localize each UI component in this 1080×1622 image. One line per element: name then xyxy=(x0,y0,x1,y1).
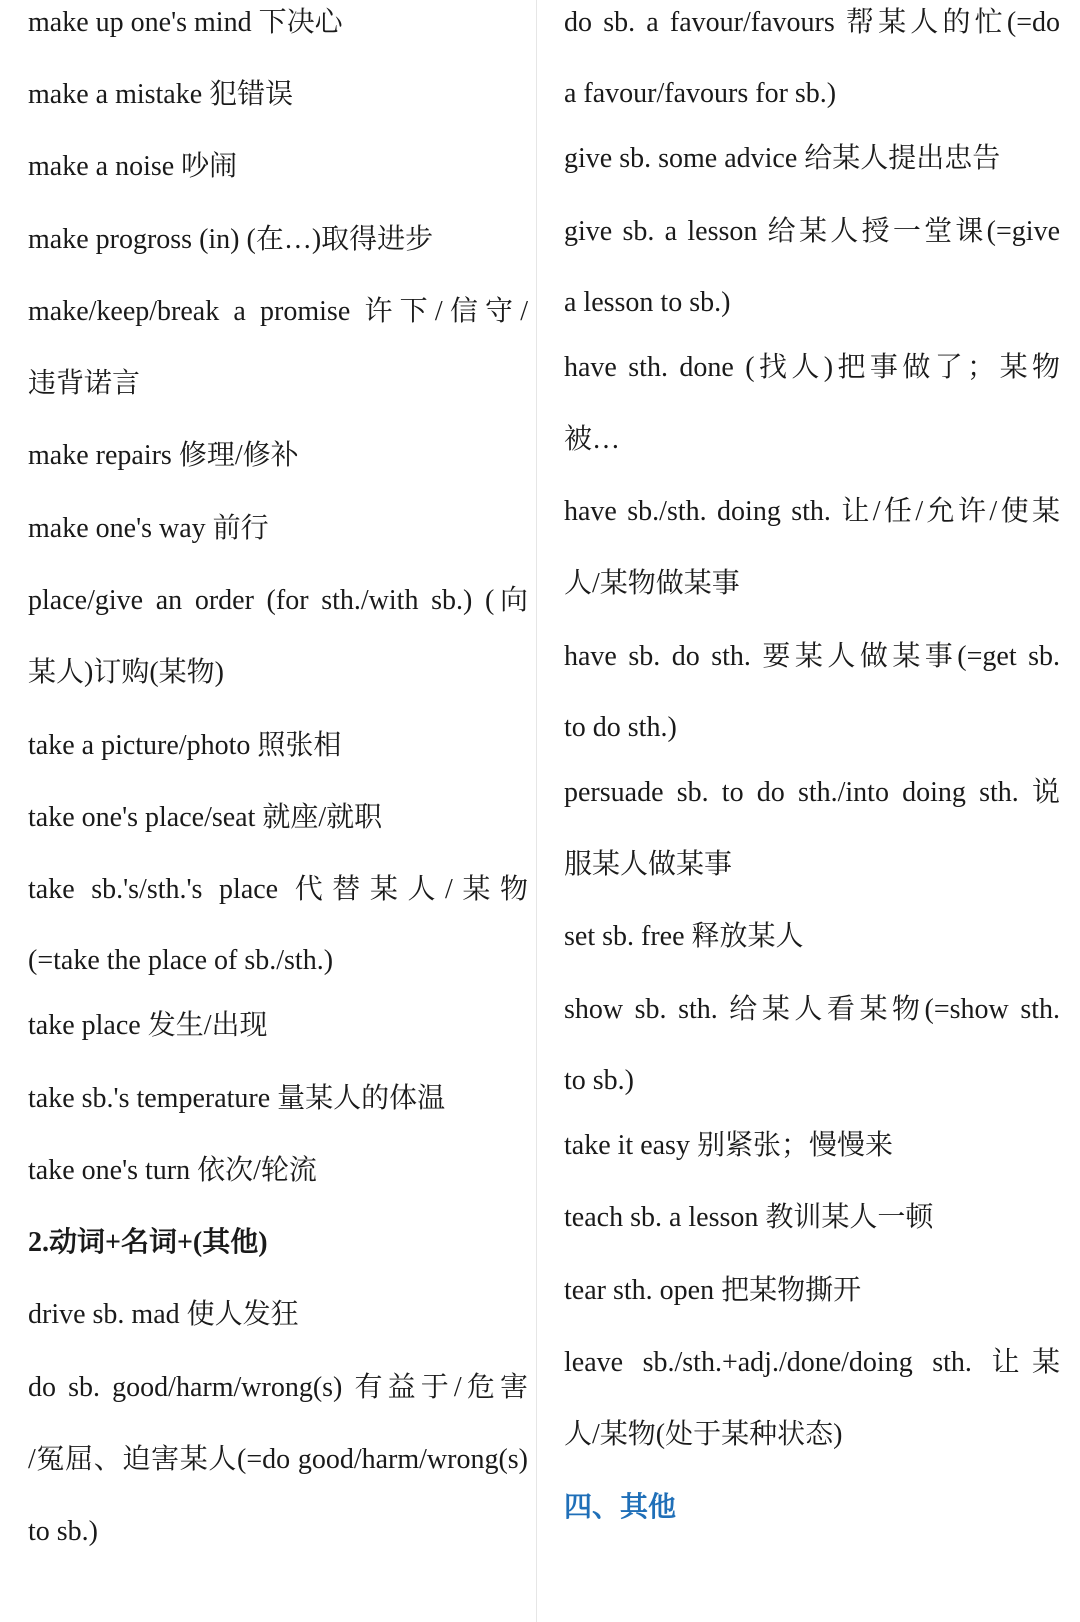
phrase-line-continuation: to sb.) xyxy=(28,1516,98,1547)
phrase-line: take one's turn 依次/轮流 xyxy=(28,1155,317,1186)
phrase-line: teach sb. a lesson 教训某人一顿 xyxy=(564,1202,934,1233)
phrase-line: have sth. done (找人)把事做了；某物 xyxy=(564,352,1060,383)
phrase-line-continuation: /冤屈、迫害某人(=do good/harm/wrong(s) xyxy=(28,1444,528,1475)
phrase-line-continuation: to do sth.) xyxy=(564,712,677,743)
phrase-line: have sb./sth. doing sth. 让/任/允许/使某 xyxy=(564,496,1060,527)
phrase-line: take one's place/seat 就座/就职 xyxy=(28,802,383,833)
phrase-line-continuation: to sb.) xyxy=(564,1065,634,1096)
phrase-line: persuade sb. to do sth./into doing sth. 说 xyxy=(564,777,1060,808)
phrase-line-continuation: (=take the place of sb./sth.) xyxy=(28,945,334,976)
phrase-line: make repairs 修理/修补 xyxy=(28,440,299,471)
phrase-line: take place 发生/出现 xyxy=(28,1010,268,1041)
phrase-line-continuation: a lesson to sb.) xyxy=(564,287,731,318)
phrase-line: take it easy 别紧张；慢慢来 xyxy=(564,1130,893,1161)
phrase-line: make one's way 前行 xyxy=(28,513,269,544)
phrase-line-continuation: 被… xyxy=(564,424,621,455)
column-divider xyxy=(536,0,537,1622)
section-heading: 四、其他 xyxy=(564,1490,677,1523)
phrase-line: tear sth. open 把某物撕开 xyxy=(564,1275,862,1306)
phrase-line: drive sb. mad 使人发狂 xyxy=(28,1299,299,1330)
phrase-line: do sb. good/harm/wrong(s) 有益于/危害 xyxy=(28,1372,528,1403)
phrase-line-continuation: 某人)订购(某物) xyxy=(28,657,224,688)
phrase-line-continuation: a favour/favours for sb.) xyxy=(564,78,837,109)
phrase-line: take a picture/photo 照张相 xyxy=(28,730,342,761)
phrase-line: set sb. free 释放某人 xyxy=(564,921,804,952)
phrase-line: take sb.'s/sth.'s place 代替某人/某物 xyxy=(28,874,528,905)
phrase-line-continuation: 违背诺言 xyxy=(28,368,141,399)
phrase-line: make up one's mind 下决心 xyxy=(28,7,343,38)
phrase-line: give sb. some advice 给某人提出忠告 xyxy=(564,143,1001,174)
phrase-line-continuation: 人/某物(处于某种状态) xyxy=(564,1419,843,1450)
phrase-line: have sb. do sth. 要某人做某事(=get sb. xyxy=(564,641,1060,672)
phrase-line-continuation: 人/某物做某事 xyxy=(564,568,740,599)
phrase-line: do sb. a favour/favours 帮某人的忙(=do xyxy=(564,7,1060,38)
phrase-line: make/keep/break a promise 许下/信守/ xyxy=(28,296,528,327)
phrase-line: give sb. a lesson 给某人授一堂课(=give xyxy=(564,216,1060,247)
phrase-line: show sb. sth. 给某人看某物(=show sth. xyxy=(564,994,1060,1025)
phrase-line: make a noise 吵闹 xyxy=(28,151,238,182)
phrase-line: leave sb./sth.+adj./done/doing sth. 让某 xyxy=(564,1347,1060,1378)
phrase-line-continuation: 服某人做某事 xyxy=(564,849,733,880)
phrase-line: make progross (in) (在…)取得进步 xyxy=(28,224,434,255)
section-subheading: 2.动词+名词+(其他) xyxy=(28,1227,268,1258)
phrase-line: take sb.'s temperature 量某人的体温 xyxy=(28,1083,446,1114)
phrase-line: place/give an order (for sth./with sb.) (向 xyxy=(28,585,528,616)
phrase-line: make a mistake 犯错误 xyxy=(28,79,294,110)
